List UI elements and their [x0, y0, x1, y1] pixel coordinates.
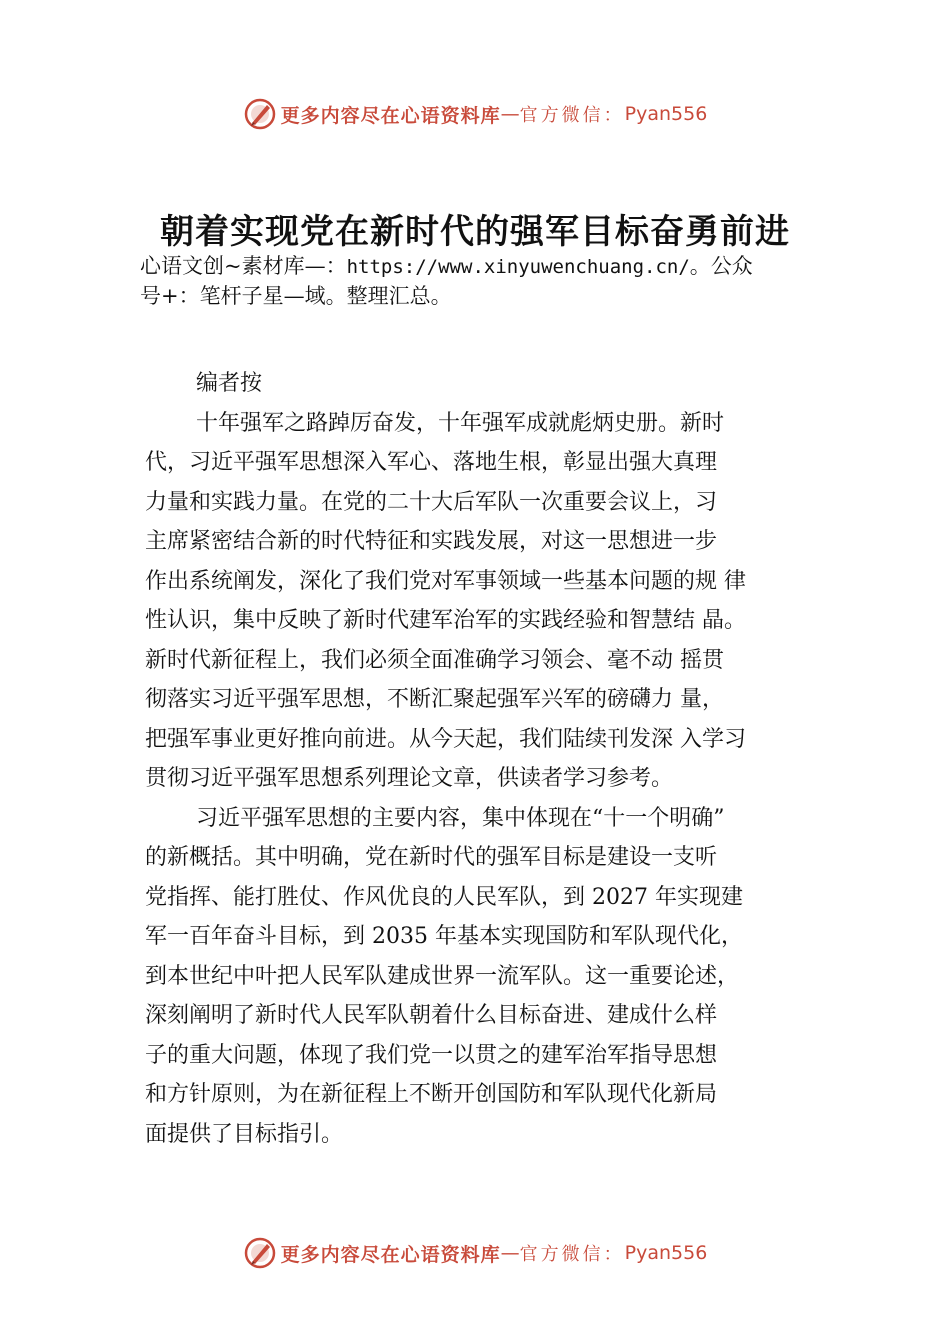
paragraph-line: 和方针原则，为在新征程上不断开创国防和军队现代化新局	[145, 1082, 718, 1107]
header-banner	[0, 92, 950, 136]
paragraph-line: 作出系统阐发，深化了我们党对军事领域一些基本问题的规 律	[145, 568, 746, 594]
editor-note-heading: 编者按	[196, 371, 263, 396]
paragraph-line: 十年强军之路踔厉奋发，十年强军成就彪炳史册。新时	[196, 410, 725, 436]
footer-banner	[0, 1231, 950, 1275]
paragraph-line: 彻落实习近平强军思想，不断汇聚起强军兴军的磅礴力 量，	[145, 687, 724, 712]
banner-official-label: 官方微信：	[519, 105, 625, 126]
paragraph-line: 代，习近平强军思想深入军心、落地生根，彰显出强大真理	[145, 450, 718, 475]
pen-logo-icon	[243, 97, 277, 131]
source-note	[140, 252, 840, 311]
paragraph-line: 军一百年奋斗目标，到 2035 年基本实现国防和军队现代化，	[145, 924, 743, 949]
paragraph-line: 主席紧密结合新的时代特征和实践发展，对这一思想进一步	[145, 529, 718, 554]
banner-text: 更多内容尽在心语资料库	[280, 104, 501, 127]
paragraph-line: 把强军事业更好推向前进。从今天起，我们陆续刊发深 入学习	[145, 726, 746, 752]
source-suffix: 。公众	[689, 254, 753, 278]
paragraph-line: 深刻阐明了新时代人民军队朝着什么目标奋进、建成什么样	[145, 1003, 718, 1028]
source-url: https://www.xinyuwenchuang.cn/	[346, 256, 690, 278]
paragraph-line: 新时代新征程上，我们必须全面准确学习领会、毫不动 摇贯	[145, 647, 724, 673]
banner-wechat-id: Pyan556	[624, 103, 708, 125]
paragraph-line: 力量和实践力量。在党的二十大后军队一次重要会议上，习	[145, 489, 718, 515]
paragraph-line: 贯彻习近平强军思想系列理论文章，供读者学习参考。	[145, 766, 674, 791]
paragraph-line: 子的重大问题，体现了我们党一以贯之的建军治军指导思想	[145, 1042, 718, 1068]
paragraph-line: 的新概括。其中明确，党在新时代的强军目标是建设一支听	[145, 845, 718, 870]
pen-logo-icon	[243, 1236, 277, 1270]
banner-separator: —	[500, 1242, 520, 1264]
banner-text: 更多内容尽在心语资料库	[280, 1243, 501, 1266]
paragraph-line: 习近平强军思想的主要内容，集中体现在“十一个明确”	[196, 805, 725, 831]
banner-official-label: 官方微信：	[519, 1244, 625, 1265]
paragraph-line: 面提供了目标指引。	[145, 1121, 344, 1147]
paragraph-line: 到本世纪中叶把人民军队建成世界一流军队。这一重要论述，	[145, 963, 740, 989]
banner-wechat-id: Pyan556	[624, 1242, 708, 1264]
banner-separator: —	[500, 103, 520, 125]
paragraph-line: 党指挥、能打胜仗、作风优良的人民军队，到 2027 年实现建	[145, 884, 743, 910]
page-title: 朝着实现党在新时代的强军目标奋勇前进	[160, 212, 790, 252]
source-line2: 号+：笔杆子星—域。整理汇总。	[140, 284, 452, 308]
paragraph-line: 性认识，集中反映了新时代建军治军的实践经验和智慧结 晶。	[145, 608, 746, 633]
source-prefix: 心语文创~素材库—：	[140, 254, 347, 278]
article-body	[145, 364, 845, 1154]
